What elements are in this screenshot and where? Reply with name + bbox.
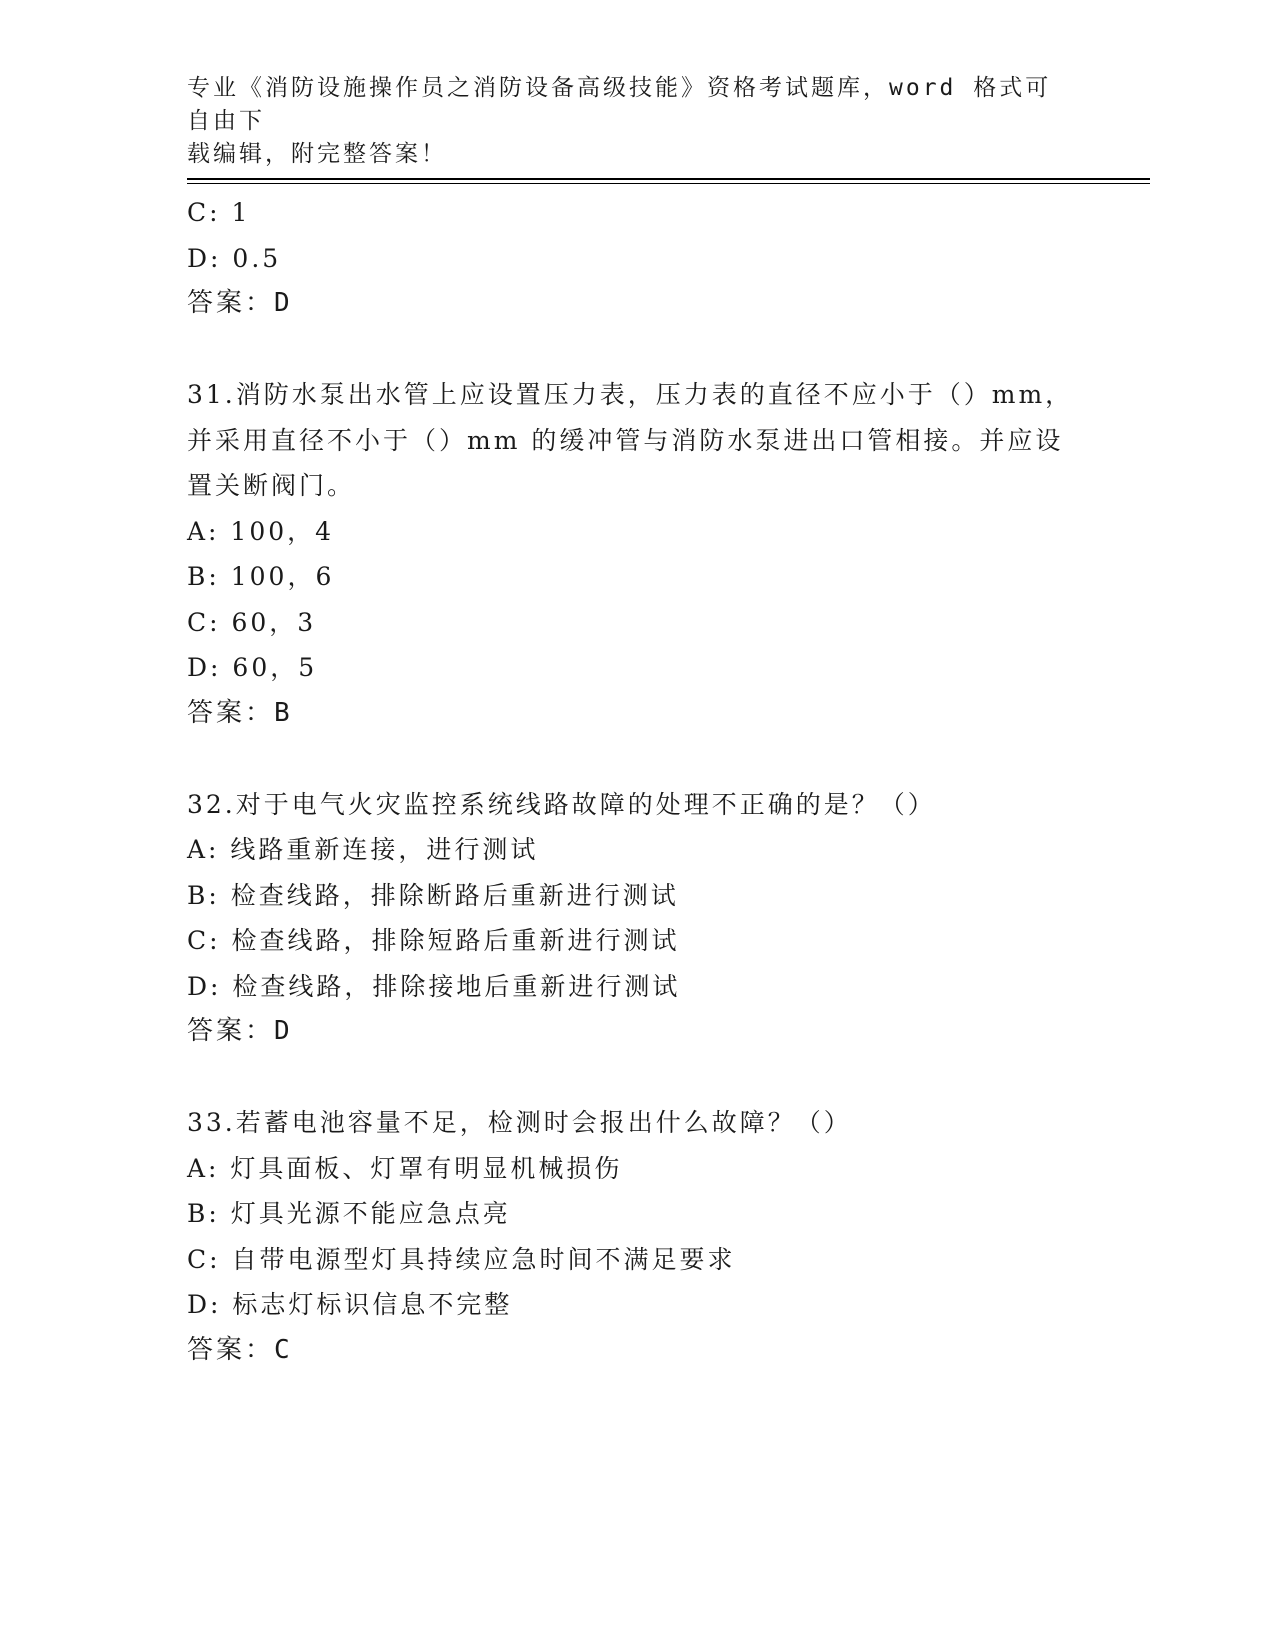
- option-a: A: 灯具面板、灯罩有明显机械损伤: [187, 1153, 623, 1183]
- option-c: C: 检查线路，排除短路后重新进行测试: [187, 926, 680, 955]
- option-d: D: 60，5: [187, 653, 318, 682]
- option-d: D: 0.5: [187, 243, 282, 273]
- answer-label: 答案：B: [187, 697, 293, 728]
- header-line-2: 载编辑，附完整答案！: [187, 141, 447, 167]
- option-c: C: 1: [187, 198, 251, 227]
- question-text-line: 31.消防水泵出水管上应设置压力表，压力表的直径不应小于（）mm，: [187, 380, 1074, 409]
- option-d: D: 标志灯标识信息不完整: [187, 1290, 513, 1319]
- header-line-1: 专业《消防设施操作员之消防设备高级技能》资格考试题库，word 格式可自由下: [187, 75, 1052, 134]
- question-33: [187, 1100, 1087, 1373]
- question-content: [187, 190, 1087, 1373]
- question-31: [187, 372, 1087, 736]
- answer-label: 答案：D: [187, 288, 293, 318]
- question-text-line: 32.对于电气火灾监控系统线路故障的处理不正确的是？（）: [187, 789, 936, 819]
- option-c: C: 60，3: [187, 607, 317, 637]
- prev-question-block: [187, 190, 1087, 327]
- option-b: B: 灯具光源不能应急点亮: [187, 1199, 511, 1228]
- option-a: A: 100，4: [187, 516, 335, 546]
- question-32: [187, 782, 1087, 1055]
- option-a: A: 线路重新连接，进行测试: [187, 835, 539, 864]
- question-text-line: 33.若蓄电池容量不足，检测时会报出什么故障？（）: [187, 1108, 852, 1137]
- page-header: [187, 72, 1067, 171]
- answer-label: 答案：D: [187, 1016, 293, 1046]
- header-rule-thin: [187, 183, 1150, 184]
- option-b: B: 检查线路，排除断路后重新进行测试: [187, 880, 679, 910]
- header-rule-thick: [187, 178, 1150, 180]
- answer-label: 答案：C: [187, 1334, 293, 1365]
- option-c: C: 自带电源型灯具持续应急时间不满足要求: [187, 1244, 736, 1274]
- option-b: B: 100，6: [187, 562, 335, 591]
- question-text-line: 并采用直径不小于（）mm 的缓冲管与消防水泵进出口管相接。并应设: [187, 425, 1064, 455]
- option-d: D: 检查线路，排除接地后重新进行测试: [187, 971, 681, 1001]
- question-text-line: 置关断阀门。: [187, 471, 356, 500]
